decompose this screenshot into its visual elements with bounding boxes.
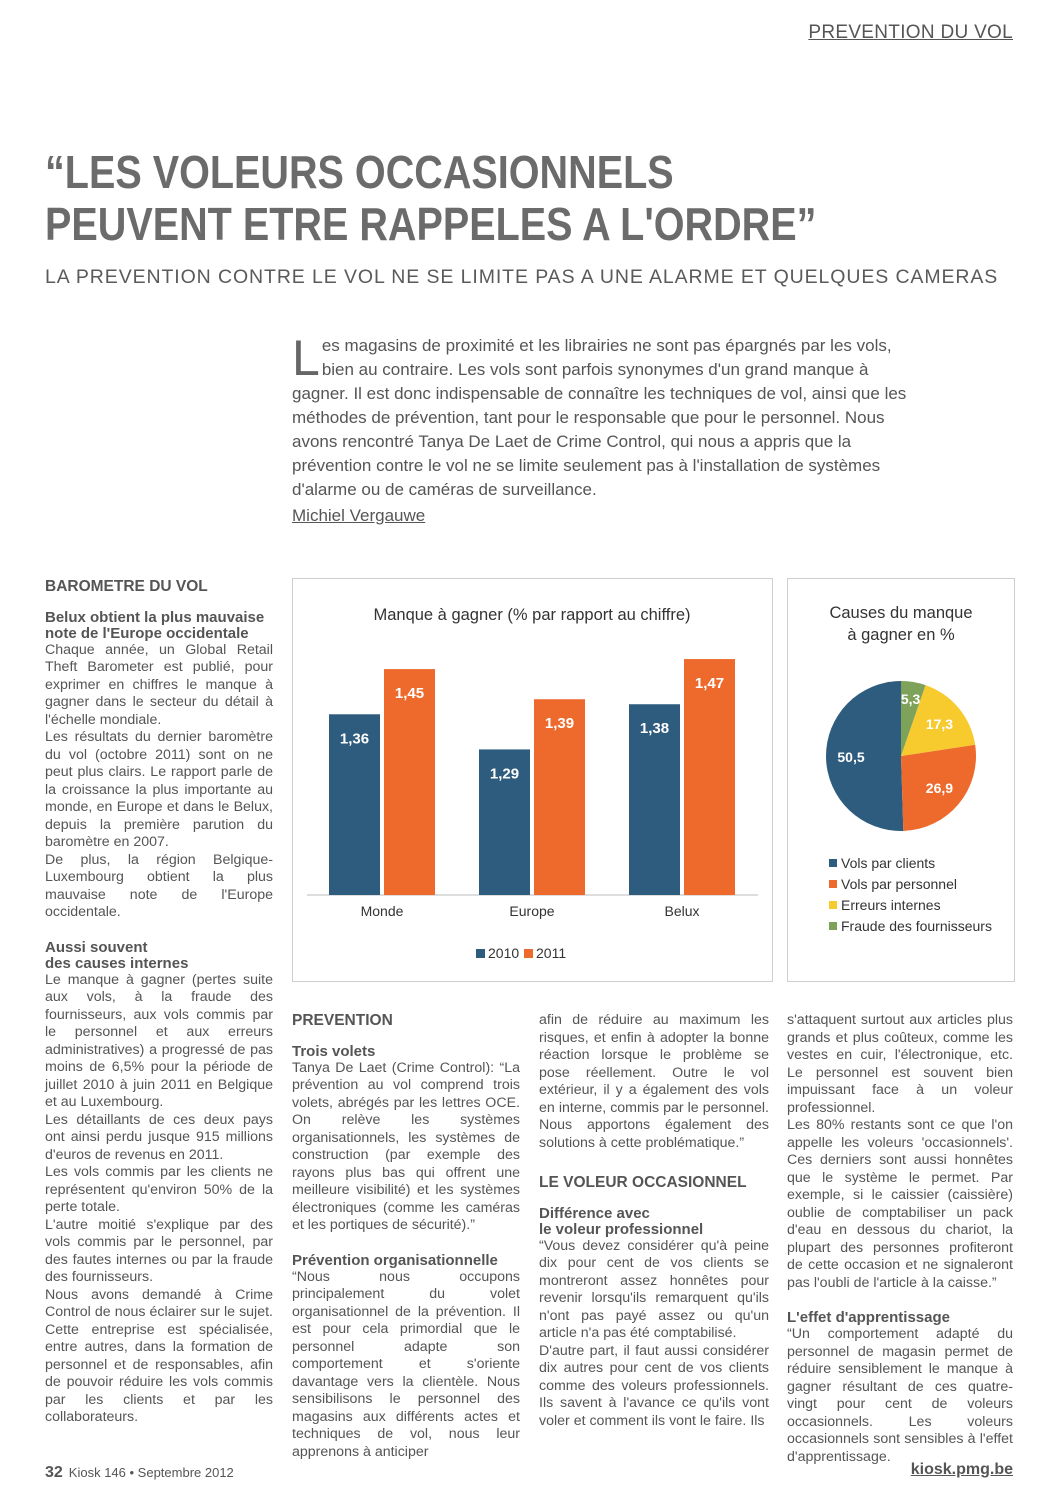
column-2 <box>292 1012 520 1461</box>
subheading: Prévention organisationnelle <box>292 1251 498 1269</box>
section-heading: PREVENTION <box>292 1012 393 1029</box>
bar-2011-belux <box>684 659 735 895</box>
paragraph: Le manque à gagner (pertes suite aux vols, à la fraude des fournisseurs, aux vols commis par le personnel et aux erreurs administratives) a progressé de pas moins de 6,5% pour la période de juillet 2010 à juin 2011 en Belgique et au Luxembourg. <box>45 971 273 1110</box>
data-label: 1,38 <box>639 720 670 738</box>
paragraph: L'autre moitié s'explique par des vols commis par le personnel, par des fautes internes ou par la fraude des fournisseurs. <box>45 1216 273 1285</box>
bar-chart <box>293 579 772 981</box>
paragraph: afin de réduire au maximum les risques, et enfin à adopter la bonne réaction lorsque le problème se pose réellement. Outre le vol extérieur, il y a également des vols en interne, commis par le personnel. Nous apportons également des solutions à cette problématique.” <box>539 1012 769 1151</box>
pie-chart-box <box>787 578 1015 982</box>
slice-label: 17,3 <box>925 716 954 733</box>
column-1 <box>45 578 273 1427</box>
chart-title: Manque à gagner (% par rapport au chiffre) <box>373 606 691 624</box>
legend-swatch <box>829 901 837 909</box>
x-tick-label: Europe <box>509 903 555 919</box>
section-heading: LE VOLEUR OCCASIONNEL <box>539 1174 747 1191</box>
paragraph: “Un comportement adapté du personnel de magasin permet de réduire sensiblement le manque à gagner résultant de ces quatre-vingt pour cent de voleurs occasionnels. Les voleurs occasionnels sont sensibles à l'effet d'apprentissage. <box>787 1326 1013 1465</box>
legend-swatch <box>829 859 837 867</box>
intro-paragraph <box>292 330 918 502</box>
paragraph: Chaque année, un Global Retail Theft Barometer est publié, pour exprimer en chiffres le manque à gagner dans le secteur du détail à l'échelle mondiale. <box>45 641 273 728</box>
x-tick-label: Belux <box>664 903 700 919</box>
subheading: L'effet d'apprentissage <box>787 1309 951 1326</box>
slice-label: 26,9 <box>925 779 954 796</box>
column-3 <box>539 1012 769 1430</box>
subtitle: LA PREVENTION CONTRE LE VOL NE SE LIMITE PAS A UNE ALARME ET QUELQUES CAMERAS <box>45 266 999 288</box>
pie-chart <box>788 579 1014 981</box>
legend-label: 2011 <box>536 945 567 961</box>
paragraph: Les détaillants de ces deux pays ont ainsi perdu jusque 915 millions d'euros de revenus en 2011. <box>45 1111 273 1163</box>
subheading: Trois volets <box>292 1042 376 1060</box>
data-label: 1,39 <box>544 715 575 733</box>
headline <box>45 146 888 250</box>
section-tag: PREVENTION DU VOL <box>808 22 1013 43</box>
paragraph: Les vols commis par les clients ne représentent qu'environ 50% de la perte totale. <box>45 1164 273 1215</box>
paragraph: Nous avons demandé à Crime Control de nous éclairer sur le sujet. Cette entreprise est spécialisée, entre autres, dans la formation de personnel et de responsables, afin de pouvoir réduire les vols commis par les clients et par les collaborateurs. <box>45 1286 273 1425</box>
legend-label: Fraude des fournisseurs <box>841 918 992 934</box>
paragraph: “Vous devez considérer qu'à peine dix pour cent de vos clients se montreront assez honnêtes pour revenir lorsqu'ils remarquent qu'ils n'ont pas payé assez ou qu'un article n'a pas été comptabilisé. <box>539 1237 769 1341</box>
drop-cap: L <box>292 330 320 386</box>
slice-label: 5,3 <box>900 690 921 707</box>
legend-label: 2010 <box>488 945 520 961</box>
legend-swatch <box>829 922 837 930</box>
paragraph: De plus, la région Belgique-Luxembourg obtient la plus mauvaise note de l'Europe occidentale. <box>45 851 273 920</box>
paragraph: Les résultats du dernier baromètre du vol (octobre 2011) sont on ne peut plus clairs. Le rapport parle de la croissance la plus importante au monde, en Europe et dans le Belux, depuis la première parution du baromètre en 2007. <box>45 729 273 850</box>
data-label: 1,36 <box>339 730 370 748</box>
paragraph: Les 80% restants sont ce que l'on appelle les voleurs 'occasionnels'. Ces derniers sont aussi honnêtes que le système le permet. Par exemple, si le caissier (caissière) oublie de comptabiliser un pack d'eau en dessous du chariot, la plupart des personnes profiteront de cette occasion et ne signaleront pas l'oubli de l'article à la caisse.” <box>787 1117 1013 1291</box>
subheading: Différence avec le voleur professionnel <box>539 1204 704 1238</box>
column-4 <box>787 1012 1013 1466</box>
legend-label: Vols par clients <box>841 855 936 871</box>
legend-label: Erreurs internes <box>841 897 941 913</box>
legend-swatch-2010 <box>476 949 485 958</box>
bar-2011-monde <box>384 669 435 895</box>
data-label: 1,47 <box>694 675 725 693</box>
x-tick-label: Monde <box>360 903 404 919</box>
legend-label: Vols par personnel <box>841 876 957 892</box>
paragraph: “Nous nous occupons principalement du volet organisationnel de la prévention. Il est pour cela primordial que le personnel adapte son comportement et s'oriente davantage vers la clientèle. Nous sensibilisons le personnel des magasins aux différents actes et techniques de vol, nous leur apprenons à anticiper <box>292 1268 520 1460</box>
subheading: Belux obtient la plus mauvaise note de l'Europe occidentale <box>45 608 265 642</box>
paragraph: s'attaquent surtout aux articles plus grands et plus coûteux, comme les vestes en cuir, l'électronique, etc. Le personnel est souvent bien impuissant face à un voleur professionnel. <box>787 1012 1013 1116</box>
legend-swatch <box>829 880 837 888</box>
chart-title: à gagner en % <box>847 626 955 644</box>
page-number: 32 <box>45 1464 63 1481</box>
data-label: 1,29 <box>489 765 520 783</box>
headline-line-1: “LES VOLEURS OCCASIONNELS <box>45 146 674 198</box>
issue-info: Kiosk 146 • Septembre 2012 <box>68 1465 234 1480</box>
bar-chart-box <box>292 578 773 982</box>
section-heading: BAROMETRE DU VOL <box>45 578 208 595</box>
paragraph: D'autre part, il faut aussi considérer dix autres pour cent de vos clients comme des voleurs professionnels. Ils savent à l'avance ce qu'ils vont voler et comment ils vont le faire. Ils <box>539 1342 769 1429</box>
data-label: 1,45 <box>394 685 425 703</box>
headline-line-2: PEUVENT ETRE RAPPELES A L'ORDRE” <box>45 198 817 250</box>
slice-label: 50,5 <box>837 748 865 765</box>
author-byline: Michiel Vergauwe <box>292 506 426 525</box>
intro-text: es magasins de proximité et les librairies ne sont pas épargnés par les vols, bien au contraire. Les vols sont parfois synonymes d'un grand manque à gagner. Il est donc indispensable de connaître les techniques de vol, ainsi que les méthodes de prévention, tant pour le responsable que pour le personnel. Nous avons rencontré Tanya De Laet de Crime Control, qui nous a appris que la prévention contre le vol ne se limite seulement pas à l'installation de systèmes d'alarme ou de caméras de surveillance. <box>292 336 907 499</box>
subheading: Aussi souvent des causes internes <box>45 938 189 972</box>
footer-left <box>45 1464 234 1482</box>
legend-swatch-2011 <box>524 949 533 958</box>
chart-title: Causes du manque <box>829 604 973 622</box>
paragraph: Tanya De Laet (Crime Control): “La prévention au vol comprend trois volets, abrégés par les lettres OCE. On relève les systèmes organisationnels, les systèmes de construction (par exemple des rayons plus bas qui offrent une meilleure visibilité) et les systèmes électroniques (comme les caméras et les portiques de sécurité).” <box>292 1059 520 1233</box>
site-link[interactable]: kiosk.pmg.be <box>910 1461 1013 1478</box>
